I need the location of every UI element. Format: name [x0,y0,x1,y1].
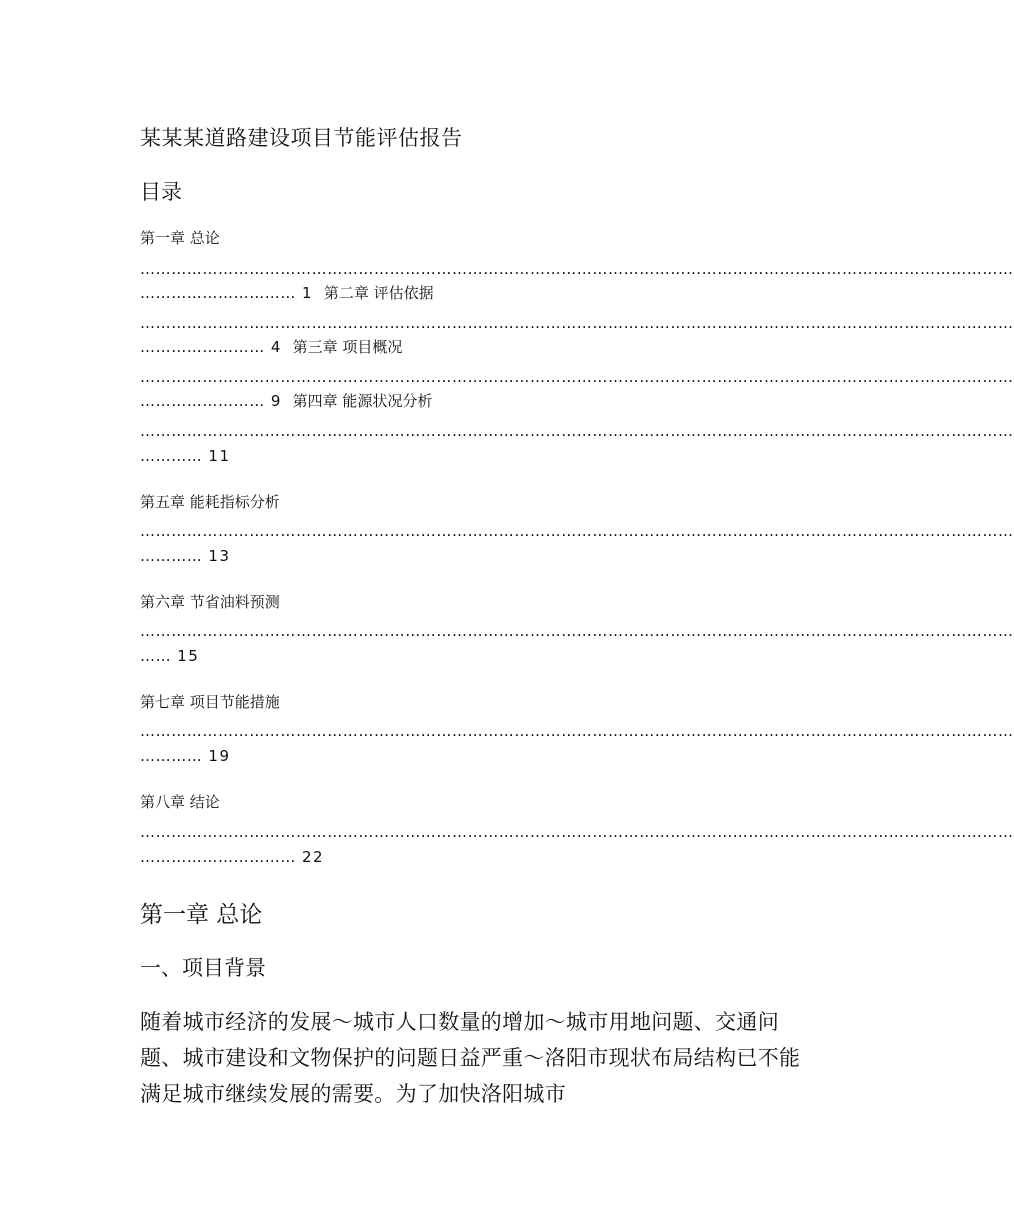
toc-entry-6-tail: …… 15 [140,647,200,665]
toc-leader-dots: …………………………………………………………………………………………………………………………………………………… [140,522,1014,540]
toc-entry-5-label[interactable]: 第五章 能耗指标分析 [140,493,280,511]
toc-entry-6-page[interactable]: 15 [177,647,200,665]
toc-leader-dots: …………………………………………………………………………………………………………………………………………………… [140,314,1014,332]
toc-heading: 目录 [140,180,182,204]
toc-leader-dots: …………………………………………………………………………………………………………………………………………………… [140,622,1014,640]
toc-entry-4-page[interactable]: 11 [208,447,231,465]
document-title: 某某某道路建设项目节能评估报告 [140,126,463,150]
toc-leader-dots: …………………………………………………………………………………………………………………………………………………… [140,722,1014,740]
toc-entry-1-page[interactable]: 1 [302,284,314,302]
toc-leader-dots: …………………………………………………………………………………………………………………………………………………… [140,368,1014,386]
toc-entry-3-label[interactable]: 第三章 项目概况 [292,338,403,356]
toc-entry-5-tail: ………… 13 [140,547,231,565]
toc-entry-1-tail: ………………………… 1 第二章 评估依据 [140,284,434,302]
toc-entry-6-label[interactable]: 第六章 节省油料预测 [140,593,280,611]
toc-leader-dots: …………………………………………………………………………………………………………………………………………………… [140,422,1014,440]
toc-entry-2-label[interactable]: 第二章 评估依据 [323,284,434,302]
toc-entry-2-page[interactable]: 4 [270,338,282,356]
toc-entry-3-page[interactable]: 9 [270,392,282,410]
toc-entry-4-label[interactable]: 第四章 能源状况分析 [292,392,433,410]
toc-entry-2-tail: …………………… 4 第三章 项目概况 [140,338,403,356]
toc-entry-8-page[interactable]: 22 [302,848,325,866]
toc-entry-4-tail: ………… 11 [140,447,231,465]
toc-leader-dots: …………………………………………………………………………………………………………………………………………………… [140,260,1014,278]
body-paragraph: 随着城市经济的发展～城市人口数量的增加～城市用地问题、交通问题、城市建设和文物保护的问题日益严重～洛阳市现状布局结构已不能满足城市继续发展的需要。为了加快洛阳城市 [140,1010,801,1106]
toc-leader-dots: …………………………………………………………………………………………………………………………………………………… [140,823,1014,841]
section-heading: 一、项目背景 [140,956,266,980]
chapter-heading: 第一章 总论 [140,902,263,928]
toc-entry-5-page[interactable]: 13 [208,547,231,565]
toc-entry-7-tail: ………… 19 [140,747,231,765]
toc-entry-8-label[interactable]: 第八章 结论 [140,793,220,811]
toc-entry-3-tail: …………………… 9 第四章 能源状况分析 [140,392,433,410]
toc-entry-8-tail: ………………………… 22 [140,848,325,866]
toc-entry-7-label[interactable]: 第七章 项目节能措施 [140,693,280,711]
toc-entry-7-page[interactable]: 19 [208,747,231,765]
toc-entry-1-label[interactable]: 第一章 总论 [140,229,220,247]
